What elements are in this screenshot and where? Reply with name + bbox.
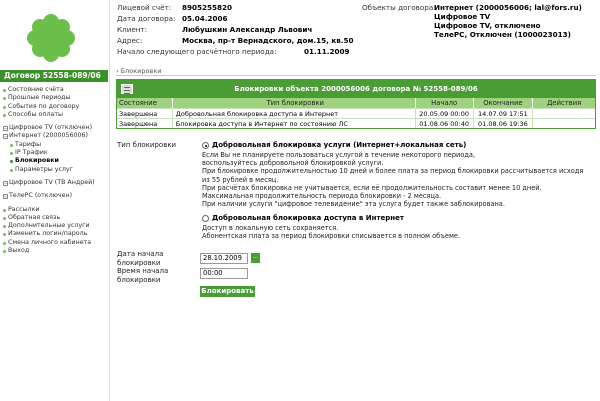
- sidebar-item[interactable]: Прошлые периоды: [2, 94, 108, 102]
- blocks-table: [116, 79, 596, 129]
- description-line: Максимальная продолжительность периода блокировки - 2 месяца.: [202, 192, 442, 201]
- table-header: [117, 80, 595, 98]
- divider: [116, 75, 596, 76]
- cell-start: 01.08.06 00:40: [416, 119, 474, 128]
- sidebar-item[interactable]: IP Трафик: [2, 149, 108, 157]
- sidebar-item[interactable]: Состояние счёта: [2, 86, 108, 94]
- description-line: из 55 рублей в месяц.: [202, 175, 279, 184]
- expand-toggle-icon[interactable]: −: [4, 194, 8, 200]
- table-row: [117, 118, 595, 128]
- sidebar-item[interactable]: Способы оплаты: [2, 111, 108, 119]
- sidebar-item[interactable]: Тарифы: [2, 141, 108, 149]
- expand-toggle-icon[interactable]: −: [4, 180, 8, 186]
- sidebar-group[interactable]: [2, 132, 108, 140]
- account-value: 8905255820: [182, 3, 233, 12]
- cell-actions: [533, 109, 595, 118]
- client-label: Клиент:: [117, 25, 148, 34]
- description-line: При расчётах блокировка не учитывается, если её продолжительность составит менее 10 дней.: [202, 183, 542, 192]
- table-columns: [117, 98, 595, 108]
- start-date-input[interactable]: 28.10.2009: [200, 253, 248, 264]
- start-time-label-line: блокировки: [117, 275, 161, 284]
- option2-radio[interactable]: [202, 215, 209, 222]
- description-line: Доступ в локальную сеть сохраняется.: [202, 224, 339, 232]
- cell-start: 20.05.09 00:00: [416, 109, 474, 118]
- objects-label: Объекты договора:: [362, 3, 436, 12]
- next-period-value: 01.11.2009: [304, 47, 350, 56]
- account-info: [117, 3, 597, 63]
- client-value: Любушкин Александр Львович: [182, 25, 313, 34]
- object-item: Цифровое TV: [434, 12, 491, 21]
- object-item: ТелеРС, Отключен (1000023013): [434, 30, 571, 39]
- contract-title: Договор 52558-089/06: [0, 70, 108, 82]
- expand-toggle-icon[interactable]: −: [4, 126, 8, 132]
- cell-status: Завершена: [117, 119, 173, 128]
- sidebar-nav: [2, 86, 108, 255]
- option2-title[interactable]: Добровольная блокировка доступа в Интернет: [212, 214, 404, 222]
- description-line: При блокировке продолжительностью 10 дней и более плата за период блокировки рассчитывается исходя: [202, 167, 584, 176]
- table-row: [117, 108, 595, 118]
- sidebar-group-label: Цифровое TV (ТВ Андрей): [9, 178, 95, 186]
- sidebar-item[interactable]: Выход: [2, 247, 108, 255]
- address-value: Москва, пр-т Вернадского, дом.15, кв.50: [182, 36, 354, 45]
- column-header-start: Начало: [416, 98, 474, 108]
- cell-type: Блокировка доступа в Интернет по состоянию ЛС: [173, 119, 416, 128]
- cell-type: Добровольная блокировка доступа в Интернет: [173, 109, 416, 118]
- column-header-end: Окончание: [474, 98, 534, 108]
- table-menu-icon[interactable]: [121, 84, 133, 94]
- object-item: Интернет (2000056006; lal@fors.ru): [434, 3, 582, 12]
- option1-title[interactable]: Добровольная блокировка услуги (Интернет+локальная сеть): [212, 141, 467, 149]
- description-line: При наличии услуги "цифровое телевидение" эта услуга будет также заблокирована.: [202, 200, 505, 209]
- option1-description: [202, 151, 583, 208]
- cell-actions: [533, 119, 595, 128]
- option2-description: [202, 224, 460, 240]
- date-value: 05.04.2006: [182, 14, 228, 23]
- object-item: Цифровое TV, отключено: [434, 21, 541, 30]
- next-period-label: Начало следующего расчётного периода:: [117, 47, 277, 56]
- sidebar-group[interactable]: [2, 179, 108, 187]
- sidebar-item[interactable]: Рассылки: [2, 206, 108, 214]
- description-line: Абонентская плата за период блокировки списывается в полном объеме.: [202, 232, 461, 241]
- table-title: Блокировки объекта 2000056006 договора № 52558-089/06: [234, 85, 478, 93]
- column-header-status: Состояние: [117, 98, 173, 108]
- sidebar-item[interactable]: Блокировки: [2, 157, 108, 165]
- column-header-actions: Действия: [547, 99, 582, 107]
- account-label: Лицевой счёт:: [117, 3, 172, 12]
- start-time-label-line: Время начала: [117, 267, 169, 275]
- expand-toggle-icon[interactable]: −: [4, 134, 8, 140]
- start-date-label-line: блокировки: [117, 258, 161, 267]
- sidebar: [0, 0, 110, 401]
- sidebar-item[interactable]: События по договору: [2, 103, 108, 111]
- start-date-label-line: Дата начала: [117, 250, 164, 258]
- sidebar-item[interactable]: Обратная связь: [2, 214, 108, 222]
- sidebar-item[interactable]: Параметры услуг: [2, 166, 108, 174]
- start-time-input[interactable]: 00:00: [200, 268, 248, 279]
- sidebar-group[interactable]: [2, 192, 108, 200]
- block-type-label: Тип блокировки: [117, 141, 177, 149]
- sidebar-item[interactable]: Дополнительные услуги: [2, 222, 108, 230]
- sidebar-item[interactable]: Изменить логин/пароль: [2, 230, 108, 238]
- date-label: Дата договора:: [117, 14, 176, 23]
- section-title: › Блокировки: [116, 67, 162, 75]
- description-line: воспользуйтесь добровольной блокировкой услуги.: [202, 159, 384, 168]
- address-label: Адрес:: [117, 36, 143, 45]
- cell-end: 01.08.06 19:36: [474, 119, 534, 128]
- start-time-label: [117, 267, 168, 284]
- cell-status: Завершена: [117, 109, 173, 118]
- option1-radio[interactable]: [202, 142, 209, 149]
- sidebar-group-label: Цифровое TV (отключен): [9, 124, 93, 132]
- block-submit-button[interactable]: Блокировать: [201, 287, 254, 295]
- start-date-label: [117, 250, 163, 267]
- sidebar-group-label: Интернет (2000056006): [9, 132, 89, 140]
- calendar-button[interactable]: ...: [251, 253, 260, 263]
- cell-end: 14.07.09 17:51: [474, 109, 534, 118]
- company-logo: [25, 12, 77, 64]
- sidebar-group-label: ТелеРС (отключен): [9, 192, 73, 200]
- description-line: Если Вы не планируете пользоваться услугой в течение некоторого периода,: [202, 151, 476, 159]
- sidebar-group[interactable]: [2, 124, 108, 132]
- sidebar-item[interactable]: Смена личного кабинета: [2, 239, 108, 247]
- column-header-type: Тип блокировки: [173, 98, 416, 108]
